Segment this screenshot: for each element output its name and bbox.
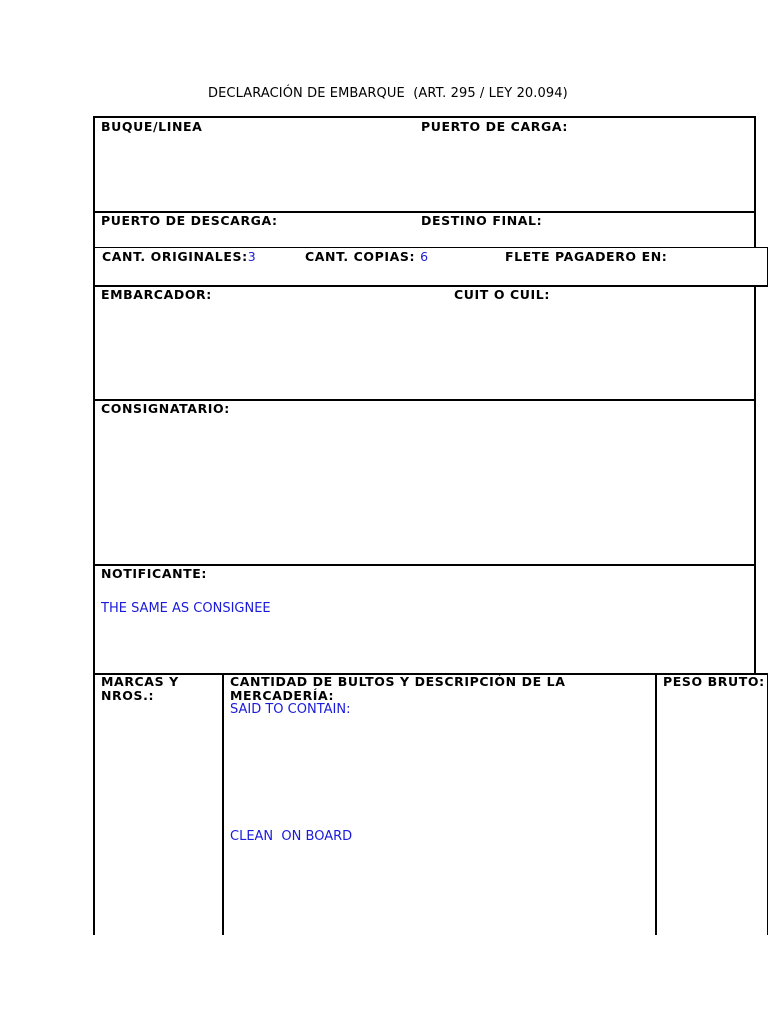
originals-count-label <box>102 249 256 264</box>
port-of-loading-label: PUERTO DE CARGA: <box>421 119 568 134</box>
marks-numbers-label-line2: NROS.: <box>101 688 155 703</box>
cargo-left-border <box>93 673 95 935</box>
vessel-line-label: BUQUE/LINEA <box>101 119 203 134</box>
notify-party-value: THE SAME AS CONSIGNEE <box>101 601 271 616</box>
freight-payable-label: FLETE PAGADERO EN: <box>505 249 668 264</box>
copies-label-text: CANT. COPIAS: <box>305 249 421 264</box>
packages-description-label-line2: MERCADERÍA: <box>230 688 335 703</box>
copies-count-value: 6 <box>420 249 429 264</box>
clean-on-board-text: CLEAN ON BOARD <box>230 829 353 844</box>
vessel-section <box>93 116 756 213</box>
notify-party-label: NOTIFICANTE: <box>101 566 208 581</box>
shipper-section <box>93 285 756 401</box>
final-destination-label: DESTINO FINAL: <box>421 213 543 228</box>
packages-description-label-line1: CANTIDAD DE BULTOS Y DESCRIPCIÓN DE LA <box>230 674 566 689</box>
cargo-section <box>93 673 768 935</box>
said-to-contain-text: SAID TO CONTAIN: <box>230 702 351 717</box>
discharge-section <box>93 211 756 250</box>
cargo-divider-2 <box>655 673 657 935</box>
quantities-section <box>93 247 768 287</box>
shipper-label: EMBARCADOR: <box>101 287 212 302</box>
cuit-cuil-label: CUIT O CUIL: <box>454 287 550 302</box>
copies-count-label <box>305 249 429 264</box>
port-of-discharge-label: PUERTO DE DESCARGA: <box>101 213 278 228</box>
consignee-section <box>93 399 756 566</box>
document-title: DECLARACIÓN DE EMBARQUE (ART. 295 / LEY 20.094) <box>208 86 568 101</box>
gross-weight-label: PESO BRUTO: <box>663 674 765 689</box>
originals-label-text: CANT. ORIGINALES: <box>102 249 248 264</box>
cargo-divider-1 <box>222 673 224 935</box>
marks-numbers-label-line1: MARCAS Y <box>101 674 179 689</box>
notify-party-section <box>93 564 756 675</box>
consignee-label: CONSIGNATARIO: <box>101 401 230 416</box>
originals-count-value: 3 <box>247 249 257 264</box>
